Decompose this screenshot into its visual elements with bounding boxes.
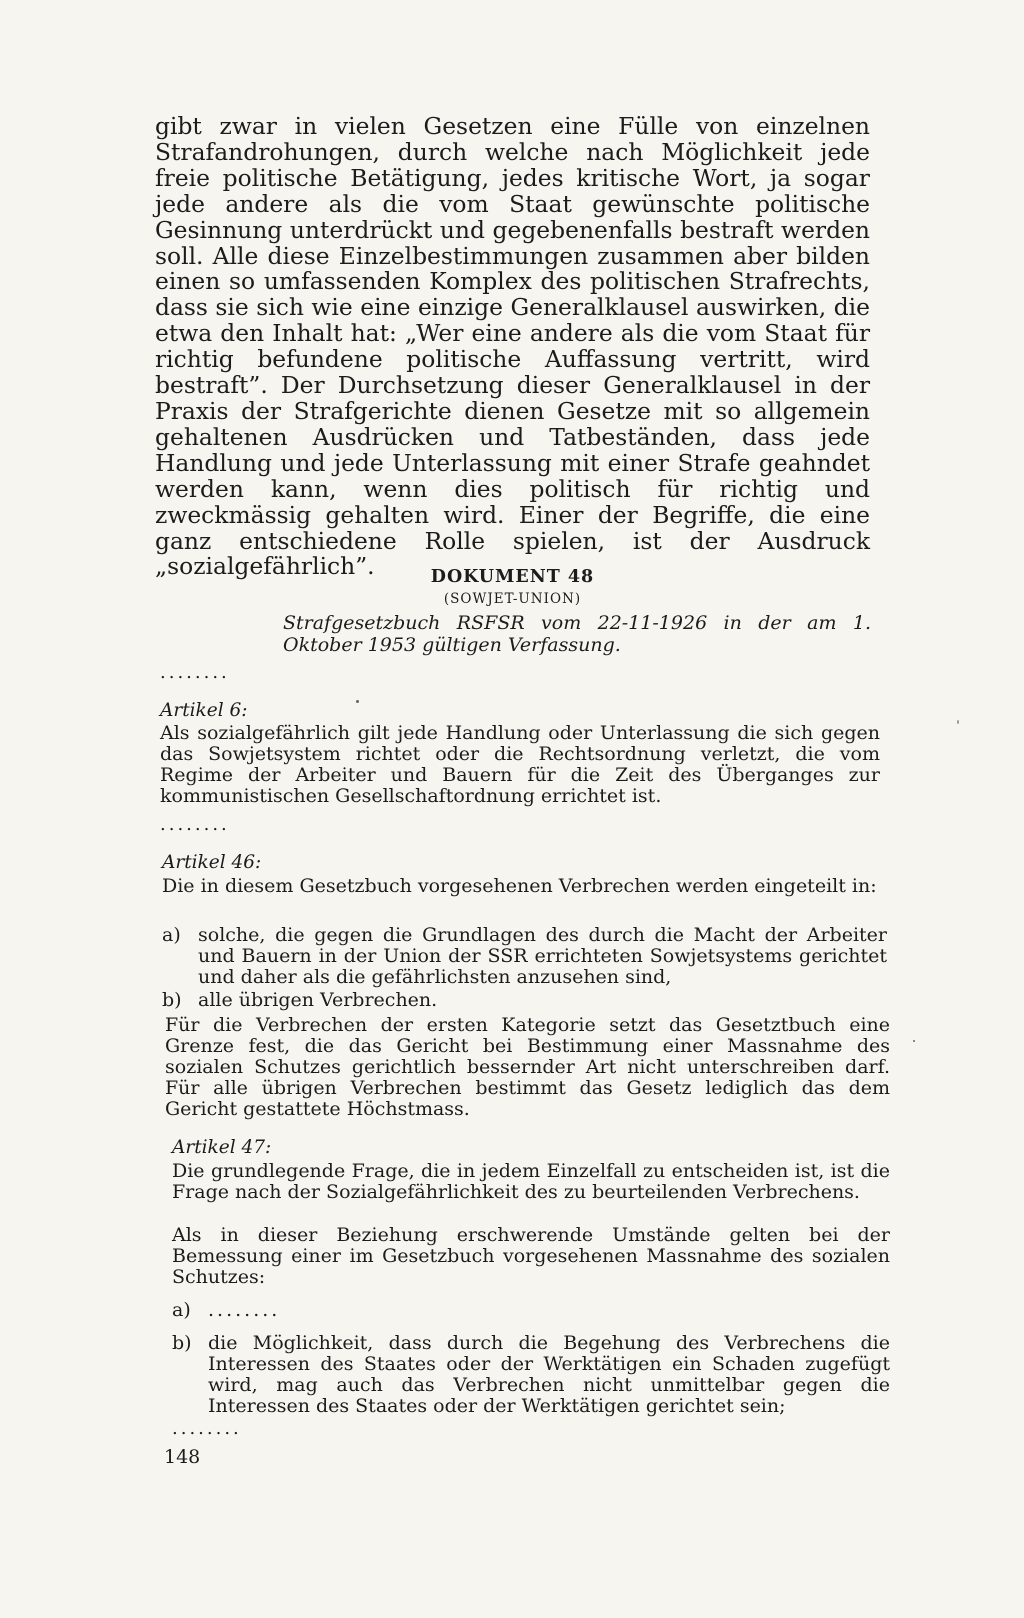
item-marker: a) (162, 924, 181, 946)
article-46-heading: Artikel 46: (162, 852, 262, 873)
article-46-item-b (162, 990, 887, 1011)
article-47-item-a (172, 1300, 890, 1321)
page-number: 148 (164, 1446, 201, 1468)
article-6-text: Als sozialgefährlich gilt jede Handlung oder Unterlassung die sich gegen das Sowjetsystem richtet oder die Rechtsordnung verletzt, die vom Regime der Arbeiter und Bauern für die Zeit des Überganges zur kommunistischen Gesellschaftordnung errichtet ist. (160, 722, 880, 807)
document-country: (SOWJET-UNION) (443, 591, 582, 607)
item-text: alle übrigen Verbrechen. (198, 989, 438, 1011)
print-speck (957, 720, 959, 724)
item-marker: b) (162, 989, 182, 1011)
document-title: DOKUMENT 48 (430, 567, 595, 587)
ellipsis-separator: ........ (160, 662, 230, 683)
article-47-paragraph-2: Als in dieser Beziehung erschwerende Umstände gelten bei der Bemessung einer im Gesetzbuch vorgesehenen Massnahme des sozialen Schutzes: (172, 1224, 890, 1288)
ellipsis-separator: ........ (172, 1418, 242, 1439)
article-47-heading: Artikel 47: (172, 1137, 272, 1158)
article-6-heading: Artikel 6: (160, 700, 248, 721)
item-marker: a) (172, 1299, 191, 1321)
article-47-paragraph-1: Die grundlegende Frage, die in jedem Einzelfall zu entscheiden ist, ist die Frage nach der Sozialgefährlichkeit des zu beurteilenden Verbrechens. (172, 1160, 890, 1203)
article-46-item-a (162, 925, 887, 988)
print-speck (913, 1040, 915, 1042)
intro-paragraph: gibt zwar in vielen Gesetzen eine Fülle von einzelnen Strafandrohungen, durch welche nach Möglichkeit jede freie politische Betätigung, jedes kritische Wort, ja sogar jede andere als die vom Staat gewünschte politische Gesinnung unterdrückt und gegebenenfalls bestraft werden soll. Alle diese Einzelbestimmungen zusammen aber bilden einen so umfassenden Komplex des politischen Strafrechts, dass sie sich wie eine einzige Generalklausel auswirken, die etwa den Inhalt hat: „Wer eine andere als die vom Staat für richtig befundene politische Auffassung vertritt, wird bestraft”. Der Durchsetzung dieser Generalklausel in der Praxis der Strafgerichte dienen Gesetze mit so allgemein gehaltenen Ausdrücken und Tatbeständen, dass jede Handlung und jede Unterlassung mit einer Strafe geahndet werden kann, wenn dies politisch für richtig und zweckmässig gehalten wird. Einer der Begriffe, die eine ganz entschiedene Rolle spielen, ist der Ausdruck „sozialgefährlich”. (155, 112, 870, 581)
item-text: die Möglichkeit, dass durch die Begehung des Verbrechens die Interessen des Staates oder der Werktätigen ein Schaden zugefügt wird, mag auch das Verbrechen nicht unmittelbar gegen die Interessen des Staates oder der Werktätigen gerichtet sein; (208, 1332, 890, 1417)
item-text: ........ (208, 1299, 281, 1321)
print-speck (356, 700, 359, 703)
item-marker: b) (172, 1332, 192, 1354)
article-46-closing: Für die Verbrechen der ersten Kategorie setzt das Gesetztbuch eine Grenze fest, die das Gericht bei Bestimmung einer Massnahme des sozialen Schutzes gerichtlich bessernder Art nicht unterschreiben darf. Für alle übrigen Verbrechen bestimmt das Gesetz lediglich das dem Gericht gestattete Höchstmass. (165, 1014, 890, 1120)
article-46-intro: Die in diesem Gesetzbuch vorgesehenen Verbrechen werden eingeteilt in: (162, 875, 877, 897)
document-source: Strafgesetzbuch RSFSR vom 22-11-1926 in der am 1. Oktober 1953 gültigen Verfassung. (283, 612, 871, 656)
article-47-item-b (172, 1333, 890, 1417)
ellipsis-separator: ........ (160, 814, 230, 835)
item-text: solche, die gegen die Grundlagen des durch die Macht der Arbeiter und Bauern in der Union der SSR errichteten Sowjetsystems gerichtet und daher als die gefährlichsten anzusehen sind, (198, 924, 887, 988)
